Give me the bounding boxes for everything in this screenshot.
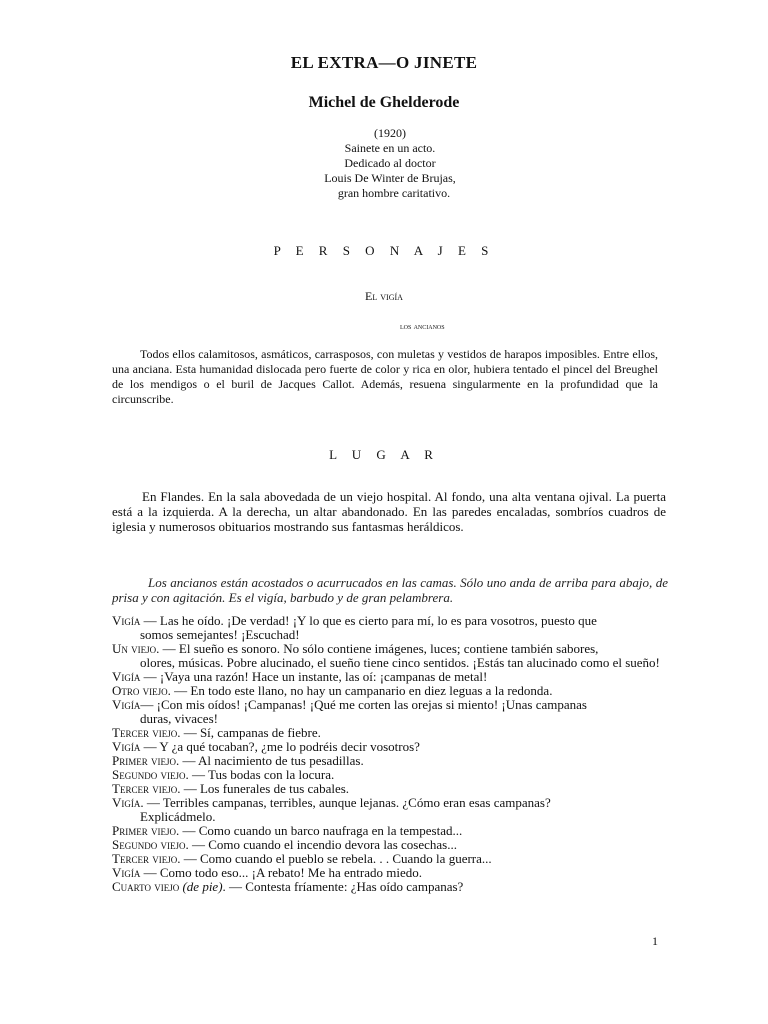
dialogue-block: [112, 614, 668, 894]
dialogue-line: [112, 642, 668, 656]
character-ancianos: los ancianos: [400, 321, 445, 331]
dialogue-text: — ¡Con mis oídos! ¡Campanas! ¡Qué me corten las orejas si miento! ¡Unas campanas: [140, 697, 587, 712]
speaker-name: Cuarto viejo: [112, 879, 180, 894]
stage-direction-inline: (de pie): [179, 879, 223, 894]
speaker-name: Segundo viejo: [112, 837, 186, 852]
author-name: Michel de Ghelderode: [308, 94, 460, 111]
dedication-line: Sainete en un acto.: [344, 141, 436, 155]
dedication-block: [300, 126, 480, 201]
dialogue-text: — Como todo eso... ¡A rebato! Me ha entrado miedo.: [140, 865, 422, 880]
dialogue-line: [112, 768, 668, 782]
dialogue-line: [112, 670, 668, 684]
dedication-line: gran hombre caritativo.: [337, 186, 451, 200]
dialogue-line: [112, 880, 668, 894]
speaker-name: Primer viejo: [112, 753, 176, 768]
page-number: 1: [652, 934, 658, 948]
speaker-name: Vigía: [112, 669, 141, 684]
personajes-description: Todos ellos calamitosos, asmáticos, carrasposos, con muletas y vestidos de harapos imposibles. Entre ellos, una anciana. Esta humanidad dislocada pero fuerte de color y rica en olor, hubiera tentado el pincel del Breughel de los mendigos o el buril de Jacques Callot. Además, resuena singularmente en la profundidad que la circunscribe.: [112, 347, 658, 406]
dedication-line: (1920): [374, 126, 406, 140]
personajes-heading: P E R S O N A J E S: [273, 243, 495, 258]
dialogue-text: . — Al nacimiento de tus pesadillas.: [175, 753, 364, 768]
speaker-name: Vigía: [112, 739, 141, 754]
dialogue-continuation: somos semejantes! ¡Escuchad!: [140, 627, 300, 642]
speaker-name: Vigía: [112, 613, 141, 628]
speaker-name: Otro viejo: [112, 683, 168, 698]
dialogue-line: [112, 614, 668, 628]
dialogue-continuation: olores, músicas. Pobre alucinado, el sueño tiene cinco sentidos. ¡Estás tan alucinado como el sueño!: [140, 655, 660, 670]
dialogue-text: . — Los funerales de tus cabales.: [177, 781, 350, 796]
speaker-name: Segundo viejo: [112, 767, 186, 782]
dedication-line: Louis De Winter de Brujas,: [324, 171, 456, 185]
speaker-name: Un viejo: [112, 641, 157, 656]
dialogue-text: . — Como cuando el incendio devora las cosechas...: [185, 837, 457, 852]
dialogue-line: [112, 684, 668, 698]
dialogue-text: . — Como cuando el pueblo se rebela. . . Cuando la guerra...: [177, 851, 492, 866]
dialogue-text: . — Terribles campanas, terribles, aunque lejanas. ¿Cómo eran esas campanas?: [140, 795, 551, 810]
dialogue-text: . — El sueño es sonoro. No sólo contiene imágenes, luces; contiene también sabores,: [156, 641, 599, 656]
dialogue-line: [112, 698, 668, 712]
dialogue-text: — Las he oído. ¡De verdad! ¡Y lo que es cierto para mí, lo es para vosotros, puesto que: [140, 613, 597, 628]
speaker-name: Primer viejo: [112, 823, 176, 838]
dialogue-text: . — Contesta fríamente: ¿Has oído campanas?: [222, 879, 464, 894]
dialogue-line: [112, 838, 668, 852]
dialogue-continuation: Explicádmelo.: [140, 809, 216, 824]
dialogue-text: . — Como cuando un barco naufraga en la tempestad...: [175, 823, 463, 838]
speaker-name: Tercer viejo: [112, 851, 178, 866]
dialogue-line: [112, 754, 668, 768]
dialogue-text: . — Tus bodas con la locura.: [185, 767, 335, 782]
lugar-heading: L U G A R: [329, 447, 439, 462]
speaker-name: Vigía: [112, 697, 141, 712]
dialogue-line: [112, 726, 668, 740]
dialogue-text: — ¡Vaya una razón! Hace un instante, las oí: ¡campanas de metal!: [140, 669, 488, 684]
speaker-name: Tercer viejo: [112, 725, 178, 740]
dialogue-line: [112, 796, 668, 810]
dialogue-line: [112, 740, 668, 754]
play-title: EL EXTRA—O JINETE: [290, 53, 478, 72]
dialogue-line: [112, 782, 668, 796]
dialogue-text: — Y ¿a qué tocaban?, ¿me lo podréis decir vosotros?: [140, 739, 420, 754]
speaker-name: Vigía: [112, 795, 141, 810]
dialogue-line: [112, 866, 668, 880]
stage-direction: Los ancianos están acostados o acurrucados en las camas. Sólo uno anda de arriba para abajo, de prisa y con agitación. Es el vigía, barbudo y de gran pelambrera.: [112, 575, 668, 605]
dialogue-line: [112, 824, 668, 838]
dialogue-line: [112, 852, 668, 866]
dialogue-text: . — Sí, campanas de fiebre.: [177, 725, 321, 740]
speaker-name: Vigía: [112, 865, 141, 880]
dialogue-continuation: duras, vivaces!: [140, 711, 218, 726]
dialogue-text: . — En todo este llano, no hay un campanario en diez leguas a la redonda.: [167, 683, 553, 698]
lugar-description: En Flandes. En la sala abovedada de un viejo hospital. Al fondo, una alta ventana ojival. La puerta está a la izquierda. A la derecha, un altar abandonado. En las paredes encaladas, sombríos cuadros de iglesia y numerosos obituarios mostrando sus fantasmas heráldicos.: [112, 489, 666, 534]
speaker-name: Tercer viejo: [112, 781, 178, 796]
character-vigia: El vigía: [365, 289, 403, 303]
dedication-line: Dedicado al doctor: [344, 156, 436, 170]
